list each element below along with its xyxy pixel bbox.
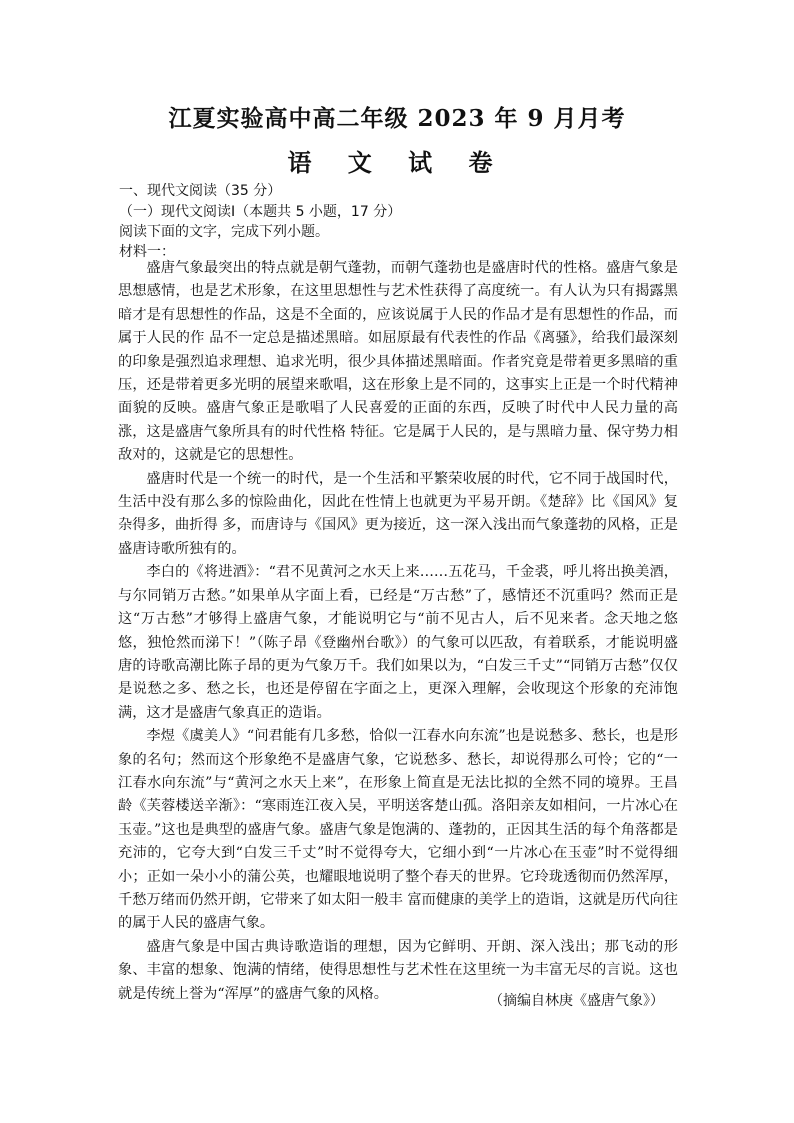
article-paragraph: 盛唐气象是中国古典诗歌造诣的理想，因为它鲜明、开朗、深入浅出；那飞动的形象、丰富的想象、饱满的情绪，使得思想性与艺术性在这里统一为丰富无尽的言说。这也就是传统上誉为“浑厚”的盛唐气象的风格。 <box>118 938 678 1002</box>
article-body <box>118 257 678 1006</box>
material-label: 材料一： <box>119 244 175 260</box>
article-paragraph: 李白的《将进酒》：“君不见黄河之水天上来……五花马，千金裘，呼儿将出换美酒，与尔同销万古愁。”如果单从字面上看，已经是“万古愁”了，感情还不沉重吗？然而正是这“万古愁”才够得上盛唐气象，才能说明它与“前不见古人，后不见来者。念天地之悠悠，独怆然而涕下！”（陈子昂《登幽州台歌》）的气象可以匹敌，有着联系，才能说明盛唐的诗歌高潮比陈子昂的更为气象万千。我们如果以为，“白发三千丈”“同销万古愁”仅仅是说愁之多、愁之长，也还是停留在字面之上，更深入理解，会收现这个形象的充沛饱满，这才是盛唐气象真正的造诣。 <box>118 564 678 721</box>
section-heading: 一、现代文阅读（35 分） <box>119 183 282 199</box>
exam-subtitle: 语 文 试 卷 <box>287 148 507 177</box>
exam-title: 江夏实验高中高二年级 2023 年 9 月月考 <box>168 105 626 132</box>
subsection-heading: （一）现代文阅读Ⅰ（本题共 5 小题，17 分） <box>119 204 402 220</box>
article-paragraph: 盛唐时代是一个统一的时代，是一个生活和平繁荣收展的时代，它不同于战国时代，生活中没有那么多的惊险曲化，因此在性情上也就更为平易开朗。《楚辞》比《国风》复杂得多，曲折得 多，而唐诗与《国风》更为接近，这一深入浅出而气象蓬勃的风格，正是盛唐诗歌所独有的。 <box>118 470 678 557</box>
article-paragraph: 李煜《虞美人》“问君能有几多愁，恰似一江春水向东流”也是说愁多、愁长，也是形象的名句；然而这个形象绝不是盛唐气象，它说愁多、愁长，却说得那么可怜；它的“一江春水向东流”与“黄河之水天上来”，在形象上简直是无法比拟的全然不同的境界。王昌龄《芙蓉楼送辛渐》：“寒雨连江夜入吴，平明送客楚山孤。洛阳亲友如相问，一片冰心在玉壶。”这也是典型的盛唐气象。盛唐气象是饱满的、蓬勃的，正因其生活的每个角落都是充沛的，它夸大到“白发三千丈”时不觉得夸大，它细小到“一片冰心在玉壶”时不觉得细小；正如一朵小小的蒲公英，也耀眼地说明了整个春天的世界。它玲珑透彻而仍然浑厚，千愁万绪而仍然开朗，它带来了如太阳一般丰 富而健康的美学上的造诣，这就是历代向往的属于人民的盛唐气象。 <box>118 728 678 932</box>
article-source: （摘编自林庚《盛唐气象》） <box>489 993 664 1009</box>
article-paragraph: 盛唐气象最突出的特点就是朝气蓬勃，而朝气蓬勃也是盛唐时代的性格。盛唐气象是思想感情，也是艺术形象，在这里思想性与艺术性获得了高度统一。有人认为只有揭露黑暗才是有思想性的作品，这是不全面的，应该说属于人民的作品才是有思想性的作品，而属于人民的作 品不一定总是描述黑暗。如屈原最有代表性的作品《离骚》，给我们最深刻的印象是强烈追求理想、追求光明，很少具体描述黑暗面。作者究竟是带着更多黑暗的重压，还是带着更多光明的展望来歌唱，这在形象上是不同的，这事实上正是一个时代精神面貌的反映。盛唐气象正是歌唱了人民喜爱的正面的东西，反映了时代中人民力量的高涨，这是盛唐气象所具有的时代性格 特征。它是属于人民的，是与黑暗力量、保守势力相敌对的，这就是它的思想性。 <box>118 260 678 464</box>
instruction-text: 阅读下面的文字，完成下列小题。 <box>119 224 329 240</box>
